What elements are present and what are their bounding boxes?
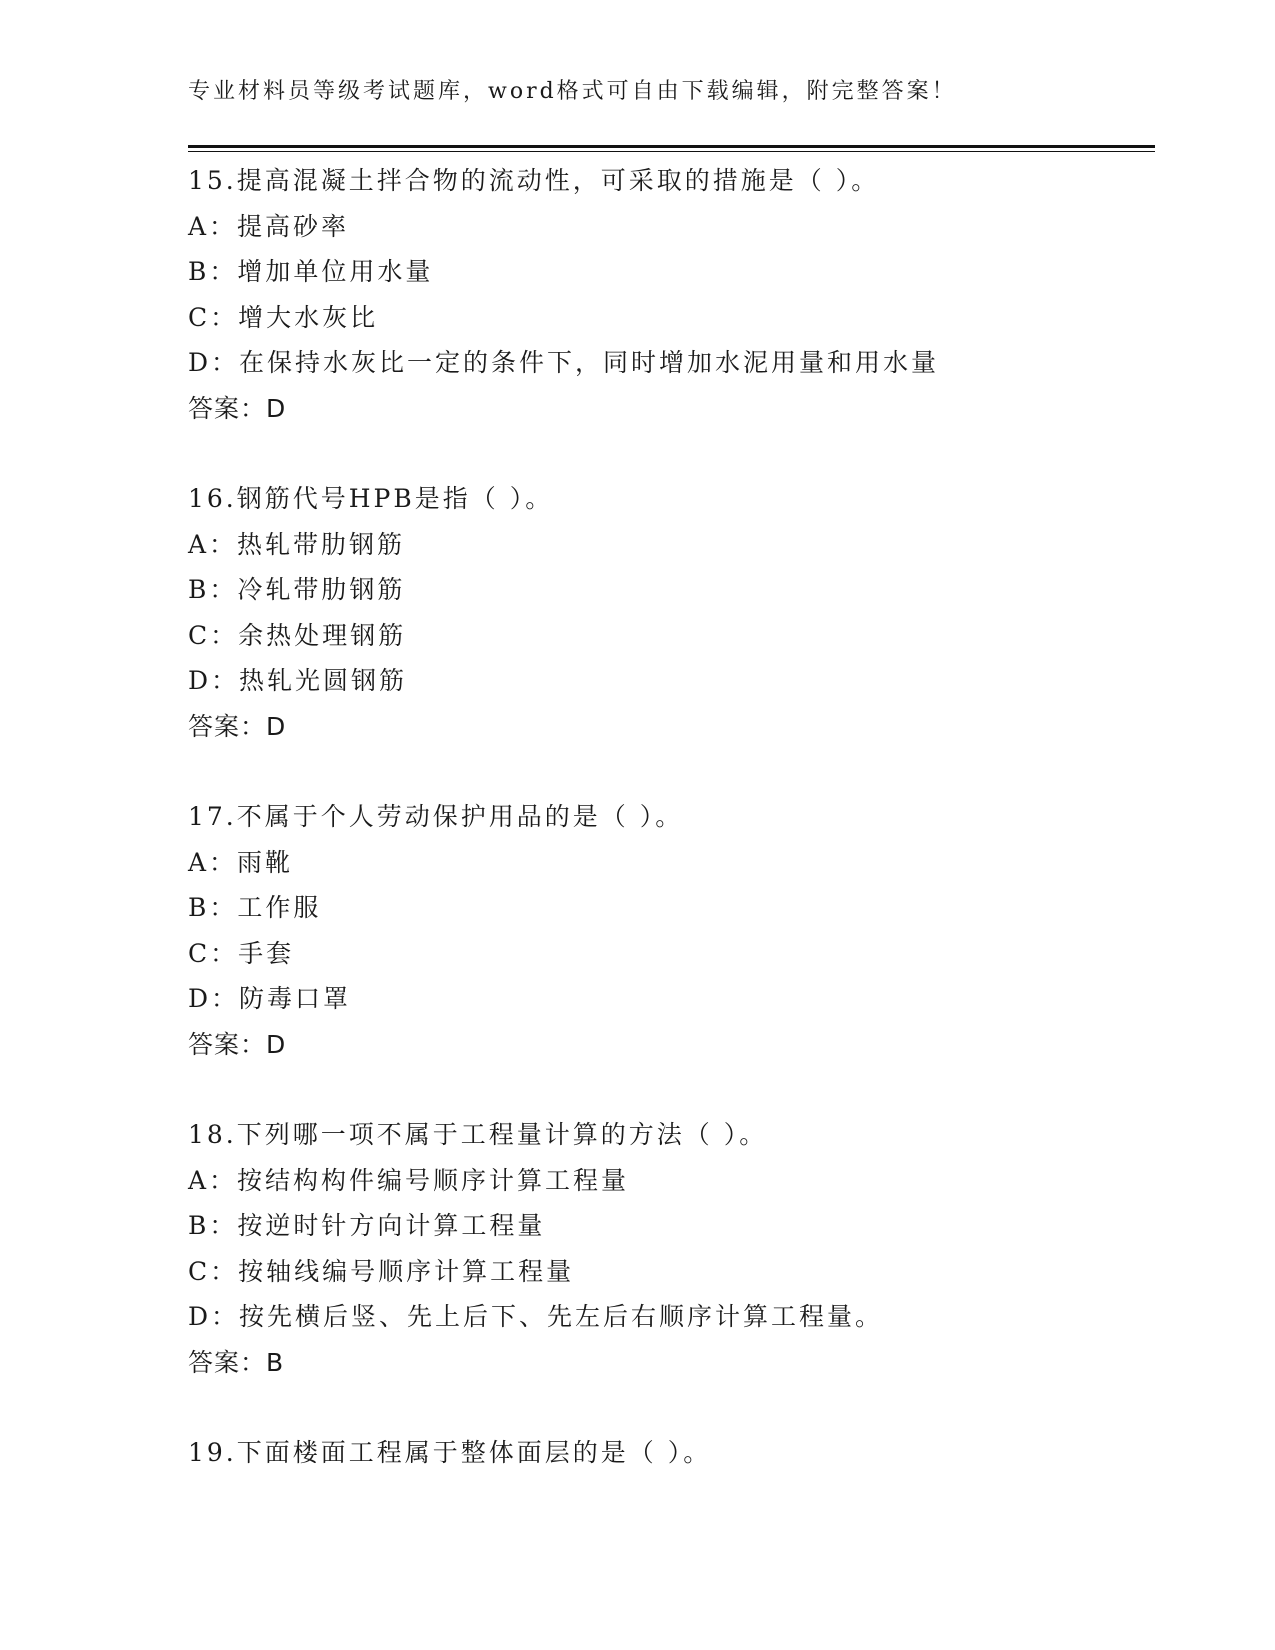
option-c: C：按轴线编号顺序计算工程量 xyxy=(188,1256,575,1286)
option-c: C：手套 xyxy=(188,938,295,968)
question-16 xyxy=(188,476,1155,749)
header-rule-thin xyxy=(188,151,1155,152)
answer: 答案：D xyxy=(188,393,287,423)
option-d: D：防毒口罩 xyxy=(188,984,352,1013)
question-title: 16.钢筋代号HPB是指（ ）。 xyxy=(188,484,554,513)
question-18 xyxy=(188,1112,1155,1385)
option-b: B：按逆时针方向计算工程量 xyxy=(188,1211,546,1240)
option-a: A：雨靴 xyxy=(188,847,294,877)
answer: 答案：D xyxy=(188,711,287,741)
header-rule-thick xyxy=(188,145,1155,148)
question-list xyxy=(188,158,1155,1521)
option-c: C：增大水灰比 xyxy=(188,302,379,332)
option-b: B：工作服 xyxy=(188,893,322,922)
option-d: D：在保持水灰比一定的条件下，同时增加水泥用量和用水量 xyxy=(188,348,940,377)
question-title: 19.下面楼面工程属于整体面层的是（ ）。 xyxy=(188,1438,712,1467)
option-a: A：热轧带肋钢筋 xyxy=(188,529,406,559)
header-note: 专业材料员等级考试题库，word格式可自由下载编辑，附完整答案！ xyxy=(188,79,957,104)
answer: 答案：D xyxy=(188,1029,287,1059)
question-title: 15.提高混凝土拌合物的流动性，可采取的措施是（ ）。 xyxy=(188,166,880,195)
answer: 答案：B xyxy=(188,1347,285,1377)
option-d: D：按先横后竖、先上后下、先左后右顺序计算工程量。 xyxy=(188,1302,884,1331)
option-b: B：冷轧带肋钢筋 xyxy=(188,575,406,604)
question-17 xyxy=(188,794,1155,1067)
question-15 xyxy=(188,158,1155,431)
question-19 xyxy=(188,1430,1155,1476)
option-a: A：按结构构件编号顺序计算工程量 xyxy=(188,1165,630,1195)
option-d: D：热轧光圆钢筋 xyxy=(188,666,408,695)
question-title: 18.下列哪一项不属于工程量计算的方法（ ）。 xyxy=(188,1120,768,1149)
option-b: B：增加单位用水量 xyxy=(188,257,434,286)
option-a: A：提高砂率 xyxy=(188,211,350,241)
question-title: 17.不属于个人劳动保护用品的是（ ）。 xyxy=(188,802,684,831)
option-c: C：余热处理钢筋 xyxy=(188,620,407,650)
